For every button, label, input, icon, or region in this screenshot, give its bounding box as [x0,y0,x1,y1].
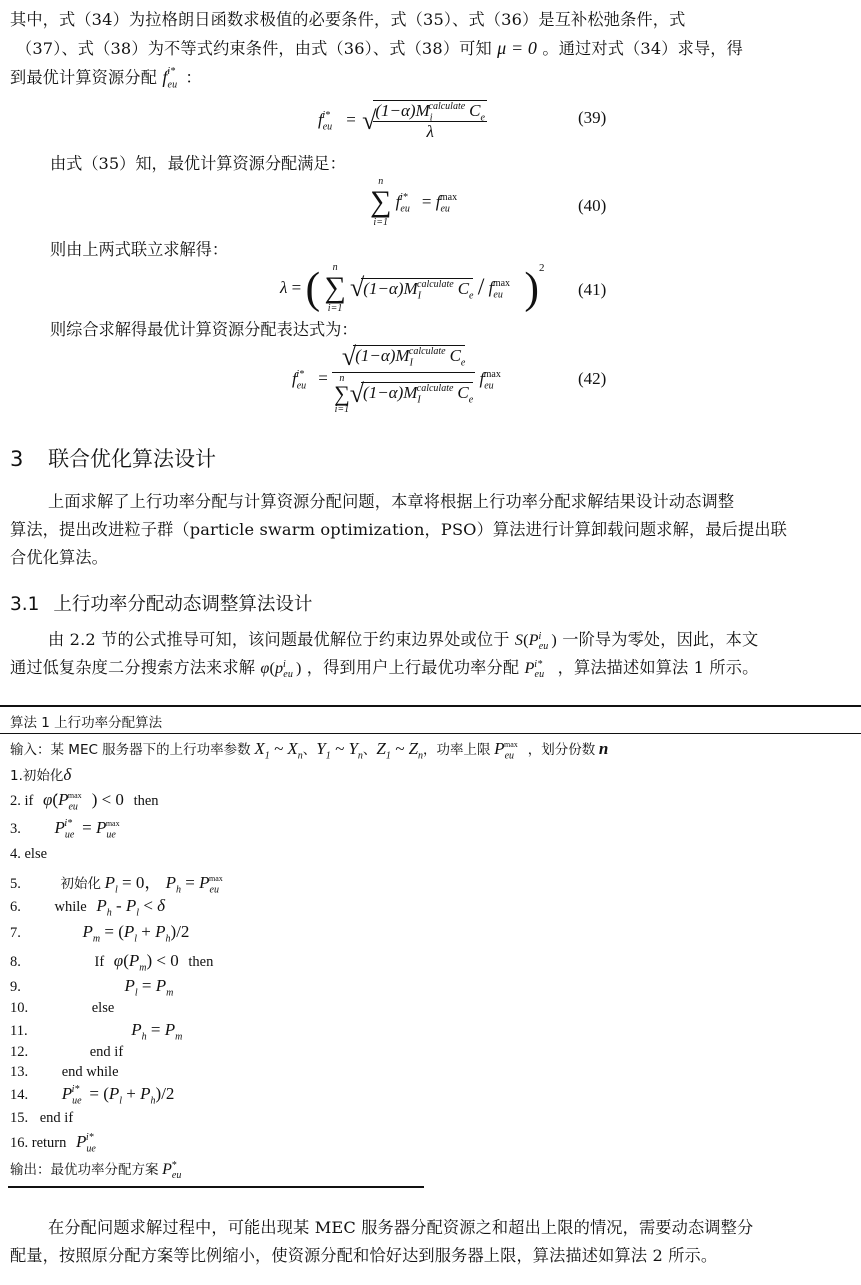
final-line-2: 配量，按照原分配方案等比例缩小，使资源分配和恰好达到服务器上限，算法描述如算法 2 所示。 [10,1246,718,1265]
section-3-1-line-1 [10,626,852,654]
algo-line-10-num: 10. [10,1000,29,1016]
algo-line-16-text: 16. return [10,1135,67,1151]
section-3-paragraph [10,488,852,572]
mu-equation: μ = 0 [497,38,538,58]
algorithm-top-rule [0,705,861,707]
equation-41: λ = ( n ∑ i=1 $√(1-\alpha)M_I^{calculate}$ $C_e / f_{eu}^{max}$ )$^2$ [280,262,545,314]
section-3-line-1: 上面求解了上行功率分配与计算资源分配问题，本章将根据上行功率分配求解结果设计动态调整 [48,492,735,511]
algo-line-7: 7. $P_m = (P_l + P_h)/2$ [10,922,190,945]
algo-line-6: 6. while $P_h - P_l < \delta$ [10,896,166,919]
algo-line-13-num: 13. [10,1064,29,1080]
algo-line-2: 2. if $\varphi̇(P_{eu}^{max}$ ) < 0 then [10,790,159,813]
algo-line-2-kw: 2. if [10,793,34,809]
section-3-1-line-2b: ，得到用户上行最优功率分配 [306,658,520,677]
algo-line-6-kw: while [54,899,87,915]
algo-line-10-kw: else [91,1000,115,1016]
intro-line-1: 其中，式（34）为拉格朗日函数求极值的必要条件，式（35）、式（36）是互补松弛条件，式 [10,10,686,29]
algo-line-11-num: 11. [10,1023,28,1039]
algo-line-15 [10,1110,73,1127]
algo-line-12 [10,1044,123,1061]
equation-42: $f_{eu}^{i*}$ = $√(1-\alpha)M_I^{calculate}$ $C_e$ n ∑ i=1 $√(1-\alpha)M_I^{calculate}$ $C_e$ $f_{eu}^{max}$ [292,342,501,415]
section-3-number: 3 [10,447,24,471]
section-3-1-number: 3.1 [10,594,40,615]
algo-line-3: 3. $P_{ue}^{i*} = P_{ue}^{max}$ [10,818,120,841]
algo-line-6-num: 6. [10,899,21,915]
f-eu-symbol: $f_{eu}^{i*}$ [162,66,178,91]
intro-line-2 [16,34,852,63]
algorithm-output: 输出：最优功率分配方案 $P_{eu}^*$ [10,1159,182,1182]
algorithm-input: 输入：某 MEC 服务器下的上行功率参数 $X_1$ ~ $X_n$、$Y_1$ ~ $Y_n$、$Z_1$ ~ $Z_n$，功率上限 $P_{eu}^{max}$ ，划分份数 n [10,739,609,762]
algo-line-8: 8. If $\varphi(P_m) < 0$ then [10,951,214,974]
section-3-1-heading [10,590,312,616]
algo-line-5: 5. 初始化 $P_l = 0$， $P_h = P_{eu}^{max}$ [10,873,223,896]
equation-42-label: (42) [578,369,607,388]
section-3-title: 联合优化算法设计 [48,447,217,471]
section-3-1-paragraph [10,626,852,682]
section-3-line-3: 合优化算法。 [10,548,109,567]
p-eu-star-symbol: $P_{eu}^{i*}$ [524,658,545,681]
final-paragraph [10,1214,852,1270]
equation-40: n ∑ i=1 $f_{eu}^{i*} = f_{eu}^{max}$ [370,176,458,228]
algo-line-9-num: 9. [10,979,21,995]
algo-line-16: 16. return $P_{ue}^{i*}$ [10,1132,96,1155]
intro-line-2a: （37）、式（38）为不等式约束条件，由式（36）、式（38）可知 [16,39,492,58]
section-3-1-title: 上行功率分配动态调整算法设计 [53,594,313,615]
algorithm-input-a: 输入：某 MEC 服务器下的上行功率参数 [10,742,251,758]
algo-line-12-kw: end if [89,1044,124,1060]
section-3-1-line-1a: 由 2.2 节的公式推导可知，该问题最优解位于约束边界处或位于 [48,630,510,649]
algo-line-12-num: 12. [10,1044,29,1060]
algorithm-title-rule [0,733,861,734]
intro-line-2b: 。通过对式（34）求导，得 [542,39,743,58]
section-3-1-line-2 [10,654,852,682]
algo-line-11: 11. $P_h = P_m$ [10,1020,183,1043]
section-3-1-line-2c: ，算法描述如算法 1 所示。 [557,658,759,677]
algorithm-input-b: ，功率上限 [423,742,491,758]
algo-line-13 [10,1064,119,1081]
section-3-1-line-2a: 通过低复杂度二分搜索方法来求解 [10,658,256,677]
equation-41-label: (41) [578,280,607,299]
lead-eq42: 则综合求解得最优计算资源分配表达式为： [50,320,358,339]
algo-line-1-text: 1.初始化 [10,768,64,784]
algorithm-title [10,711,162,732]
equation-39: $f_{eu}^{i*}$ = √ $\frac{(1-\alpha)M_i^{calculate} C_e}{\lambda}$ [318,101,485,141]
algo-line-8-num: 8. [10,954,21,970]
algo-line-14-num: 14. [10,1087,29,1103]
algo-line-9: 9. $P_l = P_m$ [10,976,174,999]
algo-line-13-kw: end while [61,1064,119,1080]
section-3-1-line-1b: 一阶导为零处，因此，本文 [562,630,759,649]
algo-line-3-num: 3. [10,821,21,837]
final-line-1: 在分配问题求解过程中，可能出现某 MEC 服务器分配资源之和超出上限的情况，需要动态调整分 [48,1218,754,1237]
algo-line-7-num: 7. [10,925,21,941]
lead-eq41: 则由上两式联立求解得： [50,240,229,259]
intro-line-3: 到最优计算资源分配 $f_{eu}^{i*}$ ： [10,66,202,91]
algorithm-input-c: ，划分份数 [527,742,596,758]
algo-line-2-then: then [133,793,159,809]
algo-line-5-cn: 初始化 [60,876,101,892]
algorithm-title-text: 算法 1 上行功率分配算法 [10,715,163,731]
algo-line-4-text: 4. else [10,846,48,862]
algo-line-10 [10,1000,114,1017]
section-3-heading [10,443,216,473]
s-p-eu-symbol: $S(P_{eu}^i$ ) [514,630,557,653]
algo-line-15-num: 15. [10,1110,29,1126]
algo-line-4 [10,846,47,863]
lead-eq40: 由式（35）知，最优计算资源分配满足： [50,154,346,173]
algo-line-5-num: 5. [10,876,21,892]
algo-line-15-kw: end if [39,1110,74,1126]
algo-line-8-kw: If [94,954,105,970]
equation-40-label: (40) [578,196,607,215]
algo-line-1: 1.初始化δ [10,765,72,784]
algo-line-14: 14. $P_{ue}^{i*} = (P_l + P_h)/2$ [10,1084,175,1107]
algorithm-bottom-rule [8,1186,424,1188]
phi-p-eu-symbol: $\varphi(p_{eu}^i$ ) [260,658,302,681]
section-3-line-2: 算法，提出改进粒子群（particle swarm optimization，PSO）算法进行计算卸载问题求解，最后提出联 [10,520,788,539]
algorithm-output-text: 输出：最优功率分配方案 [10,1162,159,1178]
intro-line-3-text: 到最优计算资源分配 [10,68,158,87]
equation-39-label: (39) [578,108,607,127]
intro-paragraph [10,6,852,92]
algo-line-8-then: then [188,954,214,970]
